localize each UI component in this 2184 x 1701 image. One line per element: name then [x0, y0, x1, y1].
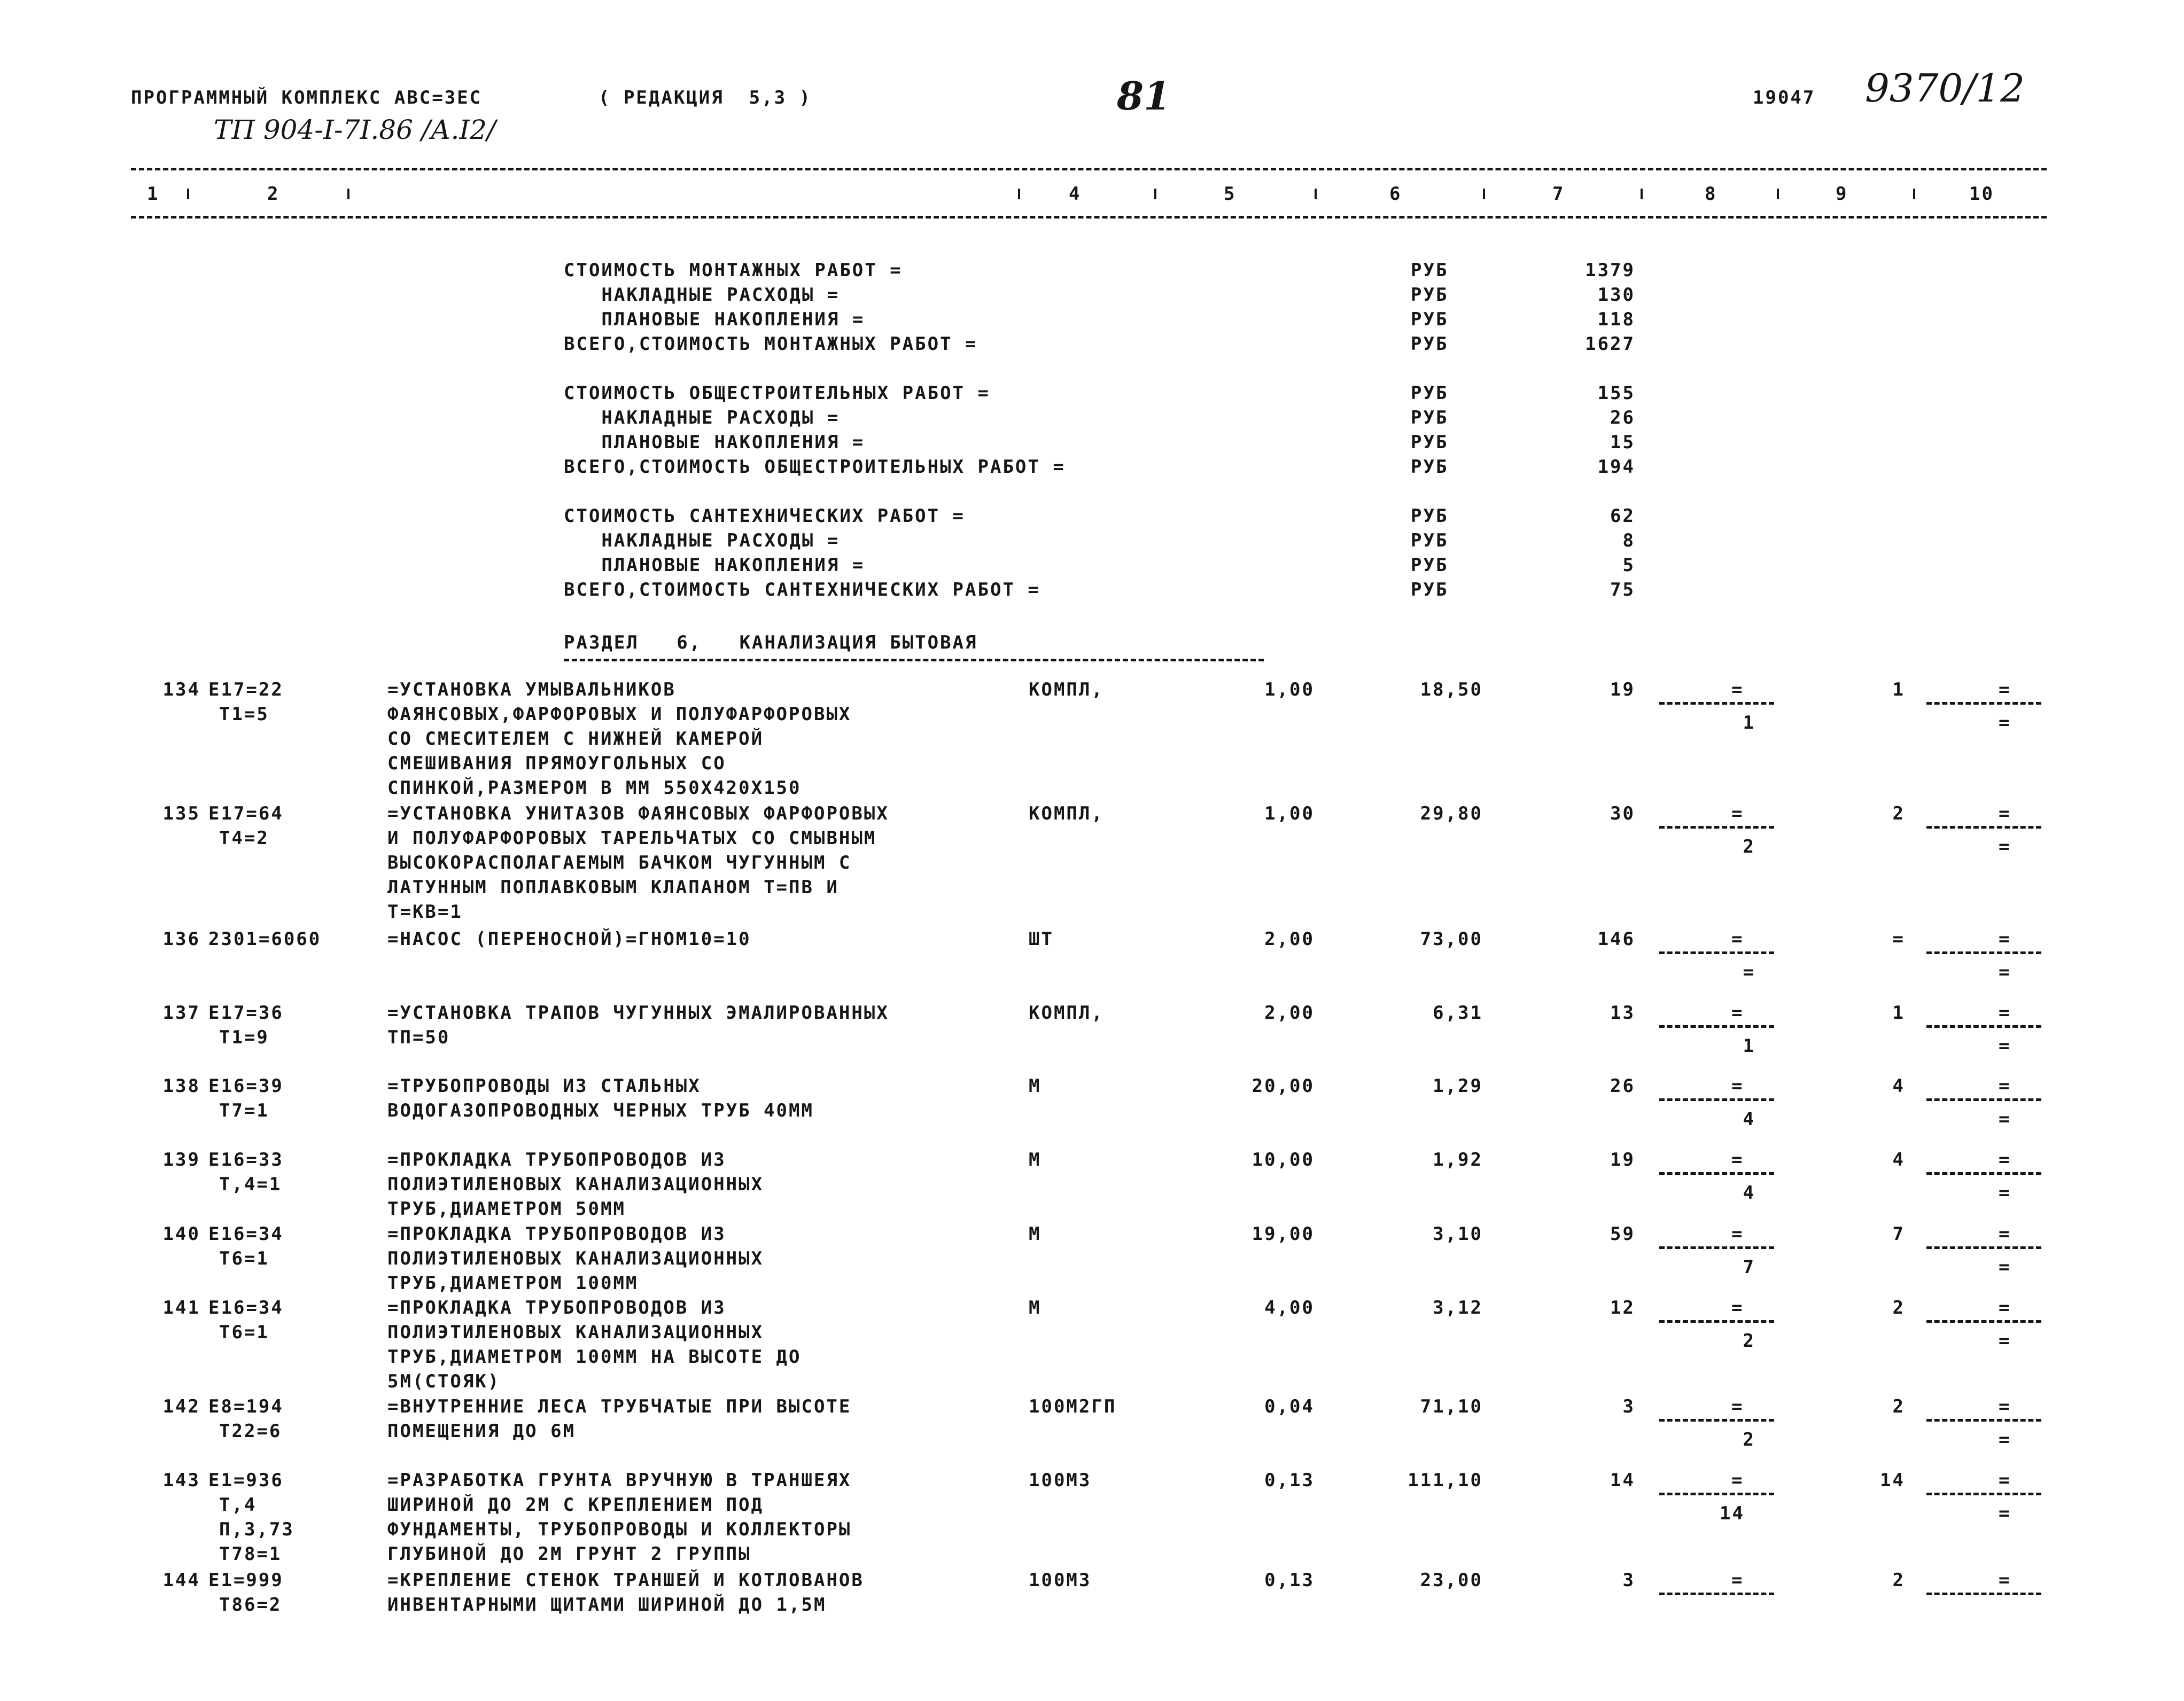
row-quantity: 19,00 — [1252, 1223, 1315, 1245]
summary-currency: РУБ — [1411, 530, 1449, 551]
row-code: Т1=5 — [219, 704, 269, 725]
col-5: 5 — [1224, 183, 1237, 205]
col8-bottom: 2 — [1743, 1330, 1755, 1352]
row-code: Т78=1 — [219, 1543, 282, 1565]
row-unit: ШТ — [1029, 928, 1054, 950]
row-unit: М — [1029, 1149, 1042, 1171]
row-description: ЛАТУННЫМ ПОПЛАВКОВЫМ КЛАПАНОМ Т=ПВ И — [387, 877, 839, 898]
col9-value: 2 — [1892, 803, 1905, 824]
row-total: 12 — [1610, 1297, 1635, 1318]
row-description: =ТРУБОПРОВОДЫ ИЗ СТАЛЬНЫХ — [387, 1075, 701, 1097]
col10-top: = — [1999, 1002, 2011, 1024]
fraction-rule — [1926, 951, 2041, 954]
summary-label: ВСЕГО,СТОИМОСТЬ ОБЩЕСТРОИТЕЛЬНЫХ РАБОТ = — [564, 456, 1066, 478]
row-quantity: 4,00 — [1264, 1297, 1315, 1318]
col10-top: = — [1999, 1396, 2011, 1417]
row-number: 141 — [162, 1297, 200, 1318]
col-6: 6 — [1389, 183, 1402, 205]
row-number: 138 — [162, 1075, 200, 1097]
row-unit-price: 111,10 — [1408, 1470, 1483, 1491]
sheet-number: 9370/12 — [1865, 66, 2025, 111]
col10-bottom: = — [1999, 1429, 2011, 1450]
row-code: Т22=6 — [219, 1421, 282, 1442]
summary-label: СТОИМОСТЬ САНТЕХНИЧЕСКИХ РАБОТ = — [564, 505, 966, 527]
fraction-rule — [1659, 951, 1774, 954]
col8-bottom: 2 — [1743, 1429, 1755, 1450]
row-number: 143 — [162, 1470, 200, 1491]
summary-currency: РУБ — [1411, 505, 1449, 527]
row-quantity: 0,04 — [1264, 1396, 1315, 1417]
row-code: Е16=33 — [208, 1149, 284, 1171]
summary-label: ПЛАНОВЫЕ НАКОПЛЕНИЯ = — [564, 309, 865, 330]
col-8: 8 — [1705, 183, 1717, 205]
col8-top: = — [1731, 803, 1744, 824]
col9-value: 14 — [1880, 1470, 1905, 1491]
row-description: ФАЯНСОВЫХ,ФАРФОРОВЫХ И ПОЛУФАРФОРОВЫХ — [387, 704, 852, 725]
col8-top: = — [1731, 1149, 1744, 1171]
program-name: ПРОГРАММНЫЙ КОМПЛЕКС АВС=ЗЕС — [131, 87, 483, 108]
fraction-rule — [1659, 826, 1774, 829]
row-description: ИНВЕНТАРНЫМИ ЩИТАМИ ШИРИНОЙ ДО 1,5М — [387, 1594, 827, 1616]
summary-currency: РУБ — [1411, 432, 1449, 453]
summary-label: НАКЛАДНЫЕ РАСХОДЫ = — [564, 284, 840, 306]
fraction-rule — [1926, 1025, 2041, 1028]
col8-top: = — [1731, 1297, 1744, 1318]
col-2: 2 — [267, 183, 280, 205]
col-separator — [1641, 189, 1643, 199]
row-code: 2301=6060 — [208, 928, 322, 950]
col-1: 1 — [147, 183, 160, 205]
col-separator — [1483, 189, 1485, 199]
row-description: ГЛУБИНОЙ ДО 2М ГРУНТ 2 ГРУППЫ — [387, 1543, 751, 1565]
col-separator — [1154, 189, 1156, 199]
row-unit-price: 3,10 — [1433, 1223, 1483, 1245]
row-description: =ПРОКЛАДКА ТРУБОПРОВОДОВ ИЗ — [387, 1297, 726, 1318]
col9-value: 2 — [1892, 1297, 1905, 1318]
col9-value: 4 — [1892, 1149, 1905, 1171]
summary-value: 1379 — [1585, 260, 1635, 281]
col10-bottom: = — [1999, 1035, 2011, 1057]
row-description: =ПРОКЛАДКА ТРУБОПРОВОДОВ ИЗ — [387, 1149, 726, 1171]
col10-top: = — [1999, 1570, 2011, 1591]
col10-bottom: = — [1999, 1109, 2011, 1130]
row-description: =РАЗРАБОТКА ГРУНТА ВРУЧНУЮ В ТРАНШЕЯХ — [387, 1470, 852, 1491]
row-unit-price: 1,29 — [1433, 1075, 1483, 1097]
fraction-rule — [1926, 1419, 2041, 1422]
row-description: СО СМЕСИТЕЛЕМ С НИЖНЕЙ КАМЕРОЙ — [387, 728, 764, 750]
col8-bottom: 4 — [1743, 1109, 1755, 1130]
row-number: 135 — [162, 803, 200, 824]
row-description: ТРУБ,ДИАМЕТРОМ 50ММ — [387, 1198, 626, 1220]
row-code: Т4=2 — [219, 828, 269, 849]
document-number: 19047 — [1753, 87, 1816, 108]
row-total: 3 — [1622, 1570, 1635, 1591]
header-rule-top — [131, 168, 2047, 170]
summary-currency: РУБ — [1411, 309, 1449, 330]
row-quantity: 1,00 — [1264, 803, 1315, 824]
fraction-rule — [1926, 1098, 2041, 1101]
row-quantity: 0,13 — [1264, 1470, 1315, 1491]
col8-top: = — [1731, 1570, 1744, 1591]
col-7: 7 — [1552, 183, 1565, 205]
fraction-rule — [1926, 1493, 2041, 1495]
summary-label: ПЛАНОВЫЕ НАКОПЛЕНИЯ = — [564, 432, 865, 453]
summary-value: 62 — [1610, 505, 1635, 527]
col8-top: = — [1731, 1396, 1744, 1417]
summary-value: 75 — [1610, 579, 1635, 600]
row-total: 3 — [1622, 1396, 1635, 1417]
col9-value: 1 — [1892, 1002, 1905, 1024]
summary-currency: РУБ — [1411, 260, 1449, 281]
row-unit-price: 23,00 — [1420, 1570, 1483, 1591]
col10-bottom: = — [1999, 712, 2011, 734]
fraction-rule — [1659, 1172, 1774, 1175]
summary-value: 5 — [1622, 555, 1635, 576]
col10-top: = — [1999, 1470, 2011, 1491]
row-description: =ВНУТРЕННИЕ ЛЕСА ТРУБЧАТЫЕ ПРИ ВЫСОТЕ — [387, 1396, 852, 1417]
document-code: ТП 904-I-7I.86 /А.I2/ — [214, 114, 496, 145]
row-unit: М — [1029, 1075, 1042, 1097]
row-description: ПОМЕЩЕНИЯ ДО 6М — [387, 1421, 576, 1442]
summary-currency: РУБ — [1411, 456, 1449, 478]
row-quantity: 1,00 — [1264, 679, 1315, 700]
col8-bottom: 1 — [1743, 712, 1755, 734]
fraction-rule — [1659, 1320, 1774, 1323]
row-quantity: 20,00 — [1252, 1075, 1315, 1097]
row-code: Т6=1 — [219, 1322, 269, 1343]
fraction-rule — [1659, 1593, 1774, 1595]
row-description: ВЫСОКОРАСПОЛАГАЕМЫМ БАЧКОМ ЧУГУННЫМ С — [387, 852, 852, 873]
col10-top: = — [1999, 1223, 2011, 1245]
col10-bottom: = — [1999, 1330, 2011, 1352]
row-unit: М — [1029, 1223, 1042, 1245]
row-number: 142 — [162, 1396, 200, 1417]
fraction-rule — [1926, 1172, 2041, 1175]
col10-top: = — [1999, 1297, 2011, 1318]
col8-bottom: 4 — [1743, 1182, 1755, 1204]
col-separator — [1315, 189, 1317, 199]
col8-bottom: 14 — [1720, 1503, 1745, 1524]
row-description: =УСТАНОВКА ТРАПОВ ЧУГУННЫХ ЭМАЛИРОВАННЫХ — [387, 1002, 889, 1024]
row-unit: М — [1029, 1297, 1042, 1318]
row-unit-price: 73,00 — [1420, 928, 1483, 950]
col9-value: 2 — [1892, 1396, 1905, 1417]
col8-bottom: 1 — [1743, 1035, 1755, 1057]
fraction-rule — [1659, 1419, 1774, 1422]
row-description: =УСТАНОВКА УНИТАЗОВ ФАЯНСОВЫХ ФАРФОРОВЫХ — [387, 803, 889, 824]
col-9: 9 — [1836, 183, 1848, 205]
fraction-rule — [1659, 1025, 1774, 1028]
fraction-rule — [1926, 826, 2041, 829]
summary-value: 118 — [1597, 309, 1635, 330]
col9-value: 4 — [1892, 1075, 1905, 1097]
row-code: Е1=936 — [208, 1470, 284, 1491]
row-description: ШИРИНОЙ ДО 2М С КРЕПЛЕНИЕМ ПОД — [387, 1494, 764, 1516]
summary-label: НАКЛАДНЫЕ РАСХОДЫ = — [564, 407, 840, 428]
summary-value: 8 — [1622, 530, 1635, 551]
col8-top: = — [1731, 679, 1744, 700]
col10-top: = — [1999, 803, 2011, 824]
summary-currency: РУБ — [1411, 383, 1449, 404]
row-quantity: 2,00 — [1264, 928, 1315, 950]
row-unit: КОМПЛ, — [1029, 803, 1104, 824]
row-code: Е17=36 — [208, 1002, 284, 1024]
col9-value: 7 — [1892, 1223, 1905, 1245]
row-number: 134 — [162, 679, 200, 700]
row-description: И ПОЛУФАРФОРОВЫХ ТАРЕЛЬЧАТЫХ СО СМЫВНЫМ — [387, 828, 877, 849]
section-title: РАЗДЕЛ 6, КАНАЛИЗАЦИЯ БЫТОВАЯ — [564, 632, 978, 653]
summary-value: 15 — [1610, 432, 1635, 453]
row-unit-price: 1,92 — [1433, 1149, 1483, 1171]
row-description: ПОЛИЭТИЛЕНОВЫХ КАНАЛИЗАЦИОННЫХ — [387, 1174, 764, 1195]
col-separator — [1018, 189, 1020, 199]
row-unit-price: 71,10 — [1420, 1396, 1483, 1417]
row-unit-price: 29,80 — [1420, 803, 1483, 824]
row-unit: 100М3 — [1029, 1570, 1092, 1591]
section-underline — [564, 659, 1264, 661]
row-number: 137 — [162, 1002, 200, 1024]
fraction-rule — [1659, 1493, 1774, 1495]
col-10: 10 — [1969, 183, 1994, 205]
col10-bottom: = — [1999, 1182, 2011, 1204]
row-description: СПИНКОЙ,РАЗМЕРОМ В ММ 550Х420Х150 — [387, 777, 802, 799]
row-total: 13 — [1610, 1002, 1635, 1024]
row-total: 14 — [1610, 1470, 1635, 1491]
row-unit-price: 18,50 — [1420, 679, 1483, 700]
summary-currency: РУБ — [1411, 555, 1449, 576]
summary-currency: РУБ — [1411, 407, 1449, 428]
row-code: Е17=22 — [208, 679, 284, 700]
row-unit: 100М2ГП — [1029, 1396, 1117, 1417]
row-total: 19 — [1610, 679, 1635, 700]
col-separator — [347, 189, 349, 199]
col9-value: 1 — [1892, 679, 1905, 700]
summary-currency: РУБ — [1411, 579, 1449, 600]
col8-top: = — [1731, 1223, 1744, 1245]
page-number: 81 — [1117, 73, 1171, 119]
row-total: 26 — [1610, 1075, 1635, 1097]
col-4: 4 — [1069, 183, 1082, 205]
col10-bottom: = — [1999, 1257, 2011, 1278]
col-separator — [1913, 189, 1915, 199]
col10-top: = — [1999, 679, 2011, 700]
row-description: СМЕШИВАНИЯ ПРЯМОУГОЛЬНЫХ СО — [387, 753, 726, 774]
row-total: 30 — [1610, 803, 1635, 824]
row-code: Т86=2 — [219, 1594, 282, 1616]
summary-value: 155 — [1597, 383, 1635, 404]
row-description: ПОЛИЭТИЛЕНОВЫХ КАНАЛИЗАЦИОННЫХ — [387, 1322, 764, 1343]
row-code: Т6=1 — [219, 1248, 269, 1269]
col8-bottom: 7 — [1743, 1257, 1755, 1278]
summary-currency: РУБ — [1411, 284, 1449, 306]
row-number: 144 — [162, 1570, 200, 1591]
row-number: 139 — [162, 1149, 200, 1171]
summary-label: ПЛАНОВЫЕ НАКОПЛЕНИЯ = — [564, 555, 865, 576]
row-quantity: 2,00 — [1264, 1002, 1315, 1024]
row-unit-price: 3,12 — [1433, 1297, 1483, 1318]
row-code: П,3,73 — [219, 1519, 294, 1540]
row-description: Т=КВ=1 — [387, 901, 463, 923]
row-number: 136 — [162, 928, 200, 950]
col8-bottom: 2 — [1743, 836, 1755, 857]
fraction-rule — [1926, 1246, 2041, 1249]
col10-bottom: = — [1999, 836, 2011, 857]
row-unit: 100М3 — [1029, 1470, 1092, 1491]
row-description: =ПРОКЛАДКА ТРУБОПРОВОДОВ ИЗ — [387, 1223, 726, 1245]
row-description: ПОЛИЭТИЛЕНОВЫХ КАНАЛИЗАЦИОННЫХ — [387, 1248, 764, 1269]
row-code: Е16=34 — [208, 1223, 284, 1245]
row-quantity: 10,00 — [1252, 1149, 1315, 1171]
row-total: 19 — [1610, 1149, 1635, 1171]
summary-label: СТОИМОСТЬ МОНТАЖНЫХ РАБОТ = — [564, 260, 903, 281]
col10-top: = — [1999, 1149, 2011, 1171]
row-code: Е8=194 — [208, 1396, 284, 1417]
row-code: Т1=9 — [219, 1027, 269, 1048]
col10-bottom: = — [1999, 962, 2011, 983]
row-code: Т7=1 — [219, 1100, 269, 1121]
fraction-rule — [1659, 1246, 1774, 1249]
row-total: 146 — [1597, 928, 1635, 950]
row-description: ТП=50 — [387, 1027, 450, 1048]
header-rule-bottom — [131, 216, 2047, 219]
row-code: Е16=39 — [208, 1075, 284, 1097]
row-unit-price: 6,31 — [1433, 1002, 1483, 1024]
summary-value: 26 — [1610, 407, 1635, 428]
col9-value: 2 — [1892, 1570, 1905, 1591]
col-separator — [187, 189, 189, 199]
row-code: Е1=999 — [208, 1570, 284, 1591]
summary-currency: РУБ — [1411, 333, 1449, 355]
summary-label: СТОИМОСТЬ ОБЩЕСТРОИТЕЛЬНЫХ РАБОТ = — [564, 383, 990, 404]
fraction-rule — [1659, 1098, 1774, 1101]
summary-label: ВСЕГО,СТОИМОСТЬ САНТЕХНИЧЕСКИХ РАБОТ = — [564, 579, 1040, 600]
col8-bottom: = — [1743, 962, 1755, 983]
col8-top: = — [1731, 1002, 1744, 1024]
fraction-rule — [1926, 702, 2041, 705]
row-description: =УСТАНОВКА УМЫВАЛЬНИКОВ — [387, 679, 676, 700]
fraction-rule — [1659, 702, 1774, 705]
col9-value: = — [1892, 928, 1905, 950]
col10-top: = — [1999, 1075, 2011, 1097]
summary-value: 1627 — [1585, 333, 1635, 355]
edition-label: ( РЕДАКЦИЯ 5,3 ) — [599, 87, 812, 108]
row-unit: КОМПЛ, — [1029, 1002, 1104, 1024]
row-description: =КРЕПЛЕНИЕ СТЕНОК ТРАНШЕЙ И КОТЛОВАНОВ — [387, 1570, 864, 1591]
row-description: =НАСОС (ПЕРЕНОСНОЙ)=ГНОМ10=10 — [387, 928, 751, 950]
summary-value: 130 — [1597, 284, 1635, 306]
row-description: ВОДОГАЗОПРОВОДНЫХ ЧЕРНЫХ ТРУБ 40ММ — [387, 1100, 814, 1121]
col8-top: = — [1731, 1075, 1744, 1097]
col10-top: = — [1999, 928, 2011, 950]
row-code: Т,4=1 — [219, 1174, 282, 1195]
row-code: Е16=34 — [208, 1297, 284, 1318]
summary-value: 194 — [1597, 456, 1635, 478]
row-description: ТРУБ,ДИАМЕТРОМ 100ММ — [387, 1273, 639, 1294]
col8-top: = — [1731, 928, 1744, 950]
fraction-rule — [1926, 1593, 2041, 1595]
fraction-rule — [1926, 1320, 2041, 1323]
row-description: ТРУБ,ДИАМЕТРОМ 100ММ НА ВЫСОТЕ ДО — [387, 1346, 802, 1368]
row-description: 5М(СТОЯК) — [387, 1371, 501, 1392]
row-number: 140 — [162, 1223, 200, 1245]
row-unit: КОМПЛ, — [1029, 679, 1104, 700]
row-total: 59 — [1610, 1223, 1635, 1245]
row-code: Е17=64 — [208, 803, 284, 824]
summary-label: ВСЕГО,СТОИМОСТЬ МОНТАЖНЫХ РАБОТ = — [564, 333, 978, 355]
row-quantity: 0,13 — [1264, 1570, 1315, 1591]
summary-label: НАКЛАДНЫЕ РАСХОДЫ = — [564, 530, 840, 551]
row-code: Т,4 — [219, 1494, 257, 1516]
col8-top: = — [1731, 1470, 1744, 1491]
row-description: ФУНДАМЕНТЫ, ТРУБОПРОВОДЫ И КОЛЛЕКТОРЫ — [387, 1519, 852, 1540]
col-separator — [1777, 189, 1779, 199]
col10-bottom: = — [1999, 1503, 2011, 1524]
